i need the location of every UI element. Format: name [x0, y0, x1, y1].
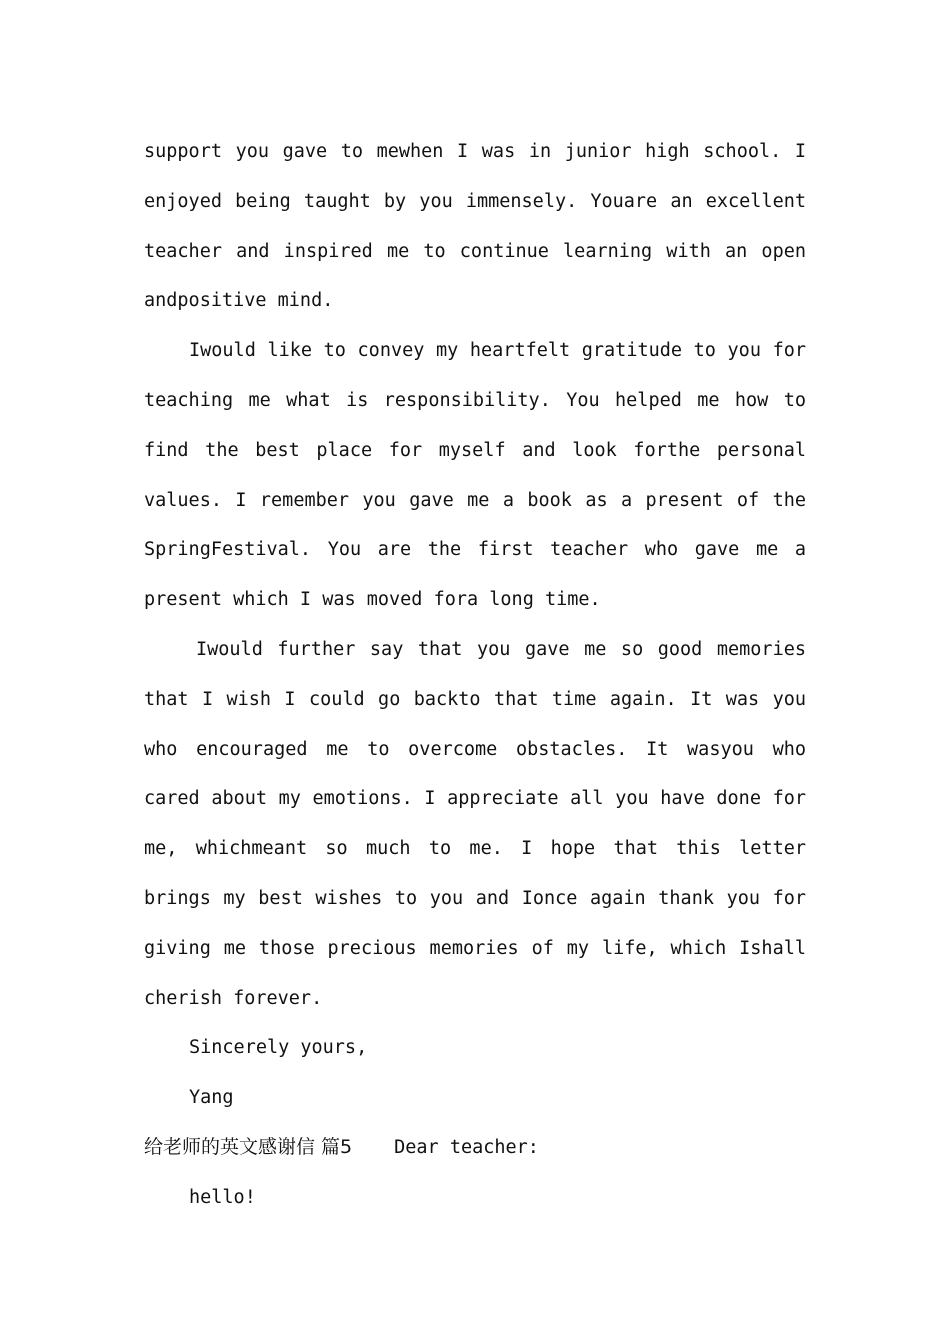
letter-paragraph: support you gave to mewhen I was in junior high school. I enjoyed being taught by you immensely. Youare an excellent teacher and inspired me to continue learning with an open andpositive mind.	[144, 141, 806, 312]
closing-line: Sincerely yours,	[189, 1037, 368, 1059]
greeting: hello!	[189, 1186, 256, 1208]
section-heading-row	[144, 1123, 806, 1173]
signature: Yang	[189, 1087, 234, 1109]
salutation: Dear teacher:	[394, 1136, 539, 1158]
section-heading: 给老师的英文感谢信 篇5	[144, 1135, 353, 1158]
letter-paragraph: Iwould like to convey my heartfelt gratitude to you for teaching me what is responsibility. You helped me how to find the best place for myself and look forthe personal values. I remember you gave me a book as a present of the SpringFestival. You are the first teacher who gave me a present which I was moved fora long time.	[144, 340, 806, 611]
letter-paragraph: Iwould further say that you gave me so good memories that I wish I could go backto that time again. It was you who encouraged me to overcome obstacles. It wasyou who cared about my emotions. I appreciate all you have done for me, whichmeant so much to me. I hope that this letter brings my best wishes to you and Ionce again thank you for giving me those precious memories of my life, which Ishall cherish forever.	[144, 638, 806, 1009]
letter-body	[144, 127, 806, 1223]
